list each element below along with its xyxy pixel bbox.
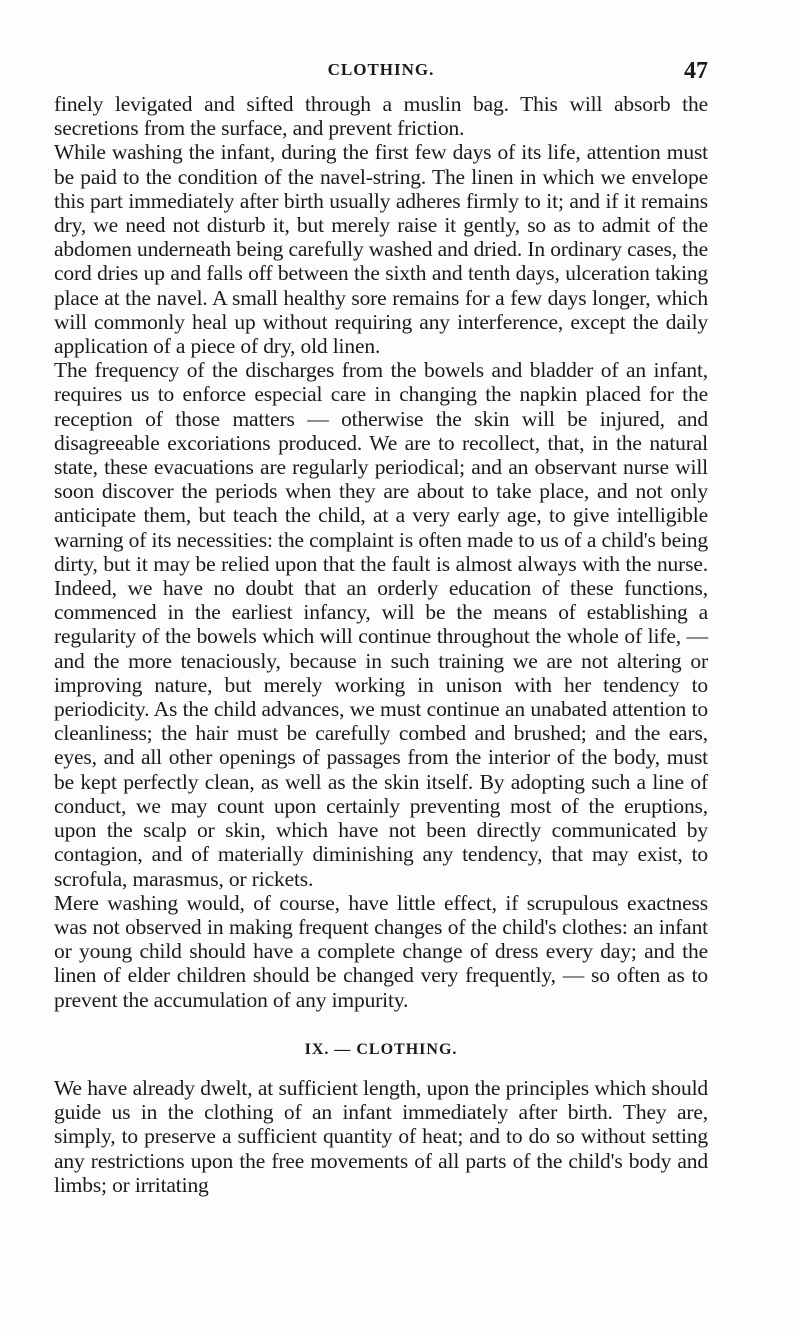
paragraph-washing: Mere washing would, of course, have little effect, if scrupulous exactness was not observed in making frequent changes of the child's clothes: an infant or young child should have a complete change of dress every day; and the linen of elder children should be changed very frequently, — so often as to prevent the accumulation of any impurity. xyxy=(54,890,708,1012)
body-text xyxy=(54,92,708,1197)
page-header xyxy=(54,58,708,90)
paragraph-continued: finely levigated and sifted through a muslin bag. This will absorb the secretions from the surface, and prevent friction. xyxy=(54,92,708,141)
paragraph-navel-string: While washing the infant, during the first few days of its life, attention must be paid to the condition of the navel-string. The linen in which we envelope this part immediately after birth usually adheres firmly to it; and if it remains dry, we need not disturb it, but merely raise it gently, so as to admit of the abdomen underneath being carefully washed and dried. In ordinary cases, the cord dries up and falls off between the sixth and tenth days, ulceration taking place at the navel. A small healthy sore remains for a few days longer, which will commonly heal up without requiring any interference, except the daily application of a piece of dry, old linen. xyxy=(54,140,708,359)
paragraph-discharges: The frequency of the discharges from the bowels and bladder of an infant, requires us to enforce especial care in changing the napkin placed for the reception of those matters — otherwise the skin will be injured, and disagreeable excoriations produced. We are to recollect, that, in the natural state, these evacuations are regularly periodical; and an observant nurse will soon discover the periods when they are about to take place, and not only anticipate them, but teach the child, at a very early age, to give intelligible warning of its necessities: the complaint is often made to us of a child's being dirty, but it may be relied upon that the fault is almost always with the nurse. Indeed, we have no doubt that an orderly education of these functions, commenced in the earliest infancy, will be the means of establishing a regularity of the bowels which will continue throughout the whole of life, — and the more tenaciously, because in such training we are not altering or improving nature, but merely working in unison with her tendency to periodicity. As the child advances, we must continue an unabated attention to cleanliness; the hair must be carefully combed and brushed; and the ears, eyes, and all other openings of passages from the interior of the body, must be kept perfectly clean, as well as the skin itself. By adopting such a line of conduct, we may count upon certainly preventing most of the eruptions, upon the scalp or skin, which have not been directly communicated by contagion, and of materially diminishing any tendency, that may exist, to scrofula, marasmus, or rickets. xyxy=(54,358,708,891)
section-number: IX. xyxy=(304,1040,330,1058)
paragraph-clothing: We have already dwelt, at sufficient length, upon the principles which should guide us in the clothing of an infant immediately after birth. They are, simply, to preserve a sufficient quantity of heat; and to do so without setting any restrictions upon the free movements of all parts of the child's body and limbs; or irritating xyxy=(54,1075,708,1197)
section-title: CLOTHING. xyxy=(356,1040,458,1058)
running-head: CLOTHING. xyxy=(327,60,435,79)
section-heading xyxy=(54,1038,708,1062)
page-number: 47 xyxy=(684,58,708,84)
section-dash: — xyxy=(334,1040,352,1058)
